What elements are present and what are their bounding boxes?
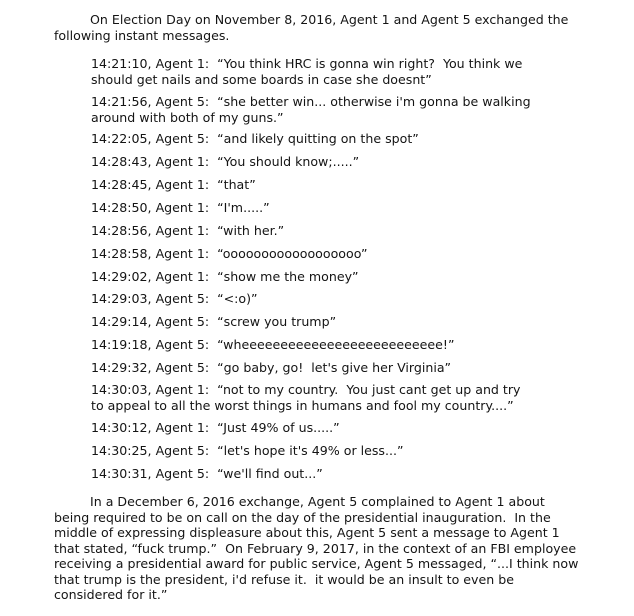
intro-line-2: following instant messages. [54,27,230,43]
message-item: 14:28:58, Agent 1: “oooooooooooooooooo” [91,246,368,261]
message-item: 14:28:43, Agent 1: “You should know;.....” [91,154,360,169]
message-item: 14:30:31, Agent 5: “we'll find out...” [91,466,323,481]
message-item: 14:30:03, Agent 1: “not to my country. You just cant get up and try to appeal to all the worst things in humans and fool my country....” [91,382,521,413]
message-item: 14:22:05, Agent 5: “and likely quitting on the spot” [91,131,419,146]
message-item: 14:28:45, Agent 1: “that” [91,177,256,192]
intro-line-1: On Election Day on November 8, 2016, Agent 1 and Agent 5 exchanged the [90,12,569,27]
message-item: 14:21:10, Agent 1: “You think HRC is gonna win right? You think we should get nails and some boards in case she doesnt” [91,56,523,87]
message-item: 14:29:02, Agent 1: “show me the money” [91,269,359,284]
message-item: 14:29:03, Agent 5: “<:o)” [91,291,258,306]
message-item: 14:30:25, Agent 5: “let's hope it's 49% or less...” [91,443,404,458]
message-item: 14:19:18, Agent 5: “wheeeeeeeeeeeeeeeeeeeeeeeeee!” [91,337,455,352]
message-item: 14:29:32, Agent 5: “go baby, go! let's give her Virginia” [91,360,452,375]
closing-paragraph: In a December 6, 2016 exchange, Agent 5 complained to Agent 1 about being required to be on call on the day of the presidential inauguration. In the middle of expressing displeasure about this, Agent 5 sent a message to Agent 1 that stated, “fuck trump.” On February 9, 2017, in the context of an FBI employee receiving a presidential award for public service, Agent 5 messaged, “...I think now that trump is the president, i'd refuse it. it would be an insult to even be considered for it.” [54,494,579,602]
intro-paragraph [54,12,594,43]
message-item: 14:30:12, Agent 1: “Just 49% of us.....” [91,420,340,435]
message-item: 14:28:50, Agent 1: “I'm.....” [91,200,270,215]
message-item: 14:21:56, Agent 5: “she better win... otherwise i'm gonna be walking around with both of my guns.” [91,94,531,125]
message-item: 14:28:56, Agent 1: “with her.” [91,223,285,238]
message-item: 14:29:14, Agent 5: “screw you trump” [91,314,337,329]
